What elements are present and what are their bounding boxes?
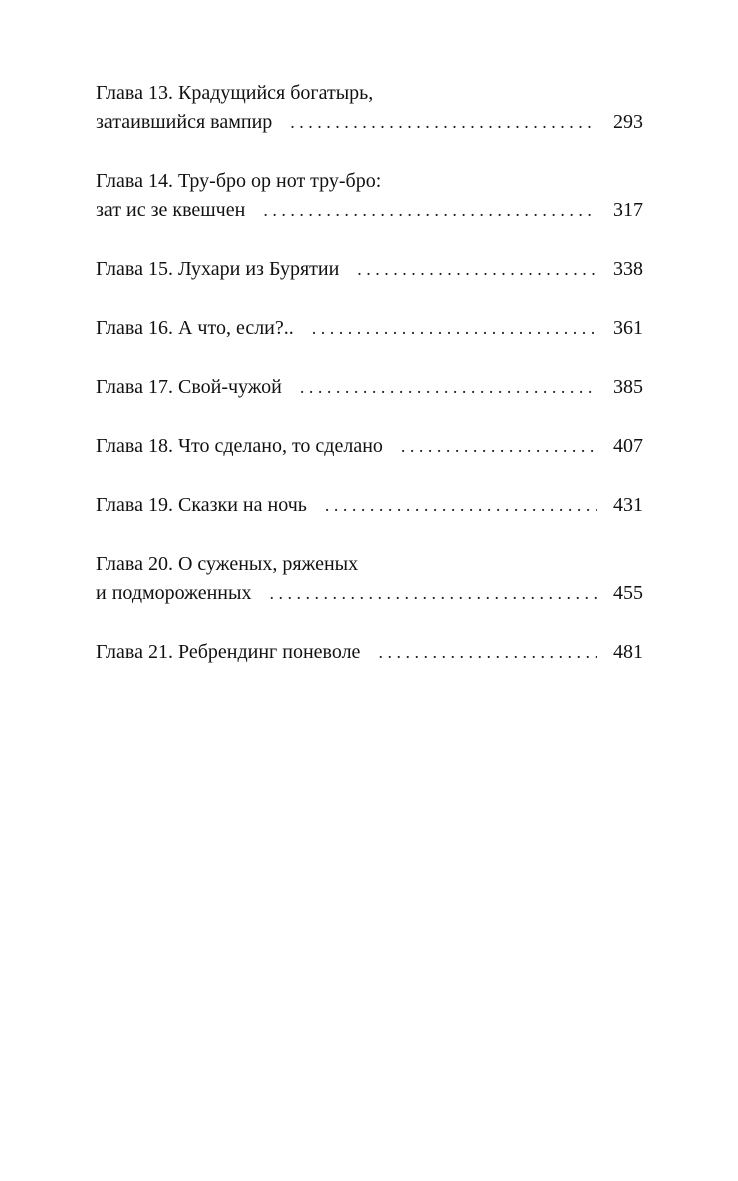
page-number: 431 bbox=[613, 494, 643, 516]
chapter-title: Глава 20. О суженых, ряженых bbox=[96, 553, 359, 575]
dot-leader bbox=[401, 432, 597, 461]
page-number: 407 bbox=[613, 435, 643, 457]
chapter-title: Глава 16. А что, если?.. bbox=[96, 317, 294, 339]
dot-leader bbox=[269, 579, 597, 608]
page-number: 361 bbox=[613, 317, 643, 339]
page-number: 481 bbox=[613, 641, 643, 663]
toc-entry-chapter-21[interactable] bbox=[96, 638, 643, 667]
page-number: 293 bbox=[613, 111, 643, 133]
table-of-contents bbox=[96, 79, 643, 697]
page-number: 338 bbox=[613, 258, 643, 280]
chapter-title: Глава 19. Сказки на ночь bbox=[96, 494, 307, 516]
toc-entry-chapter-20[interactable] bbox=[96, 550, 643, 608]
dot-leader bbox=[357, 255, 597, 284]
dot-leader bbox=[325, 491, 597, 520]
page-number: 455 bbox=[613, 582, 643, 604]
chapter-title: Глава 15. Лухари из Бурятии bbox=[96, 258, 340, 280]
dot-leader bbox=[378, 638, 597, 667]
chapter-title: Глава 17. Свой-чужой bbox=[96, 376, 282, 398]
dot-leader bbox=[263, 196, 597, 225]
toc-entry-chapter-15[interactable] bbox=[96, 255, 643, 284]
dot-leader bbox=[312, 314, 597, 343]
chapter-title: Глава 13. Крадущийся богатырь, bbox=[96, 82, 374, 104]
chapter-title: Глава 18. Что сделано, то сделано bbox=[96, 435, 383, 457]
page-number: 385 bbox=[613, 376, 643, 398]
toc-entry-chapter-17[interactable] bbox=[96, 373, 643, 402]
toc-entry-chapter-16[interactable] bbox=[96, 314, 643, 343]
toc-entry-chapter-13[interactable] bbox=[96, 79, 643, 137]
dot-leader bbox=[290, 108, 597, 137]
toc-entry-chapter-14[interactable] bbox=[96, 167, 643, 225]
toc-entry-chapter-19[interactable] bbox=[96, 491, 643, 520]
chapter-title-continuation: и подмороженных bbox=[96, 582, 252, 604]
page-number: 317 bbox=[613, 199, 643, 221]
chapter-title-continuation: затаившийся вампир bbox=[96, 111, 273, 133]
chapter-title: Глава 14. Тру-бро ор нот тру-бро: bbox=[96, 170, 382, 192]
chapter-title: Глава 21. Ребрендинг поневоле bbox=[96, 641, 361, 663]
chapter-title-continuation: зат ис зе квешчен bbox=[96, 199, 246, 221]
dot-leader bbox=[300, 373, 597, 402]
toc-entry-chapter-18[interactable] bbox=[96, 432, 643, 461]
